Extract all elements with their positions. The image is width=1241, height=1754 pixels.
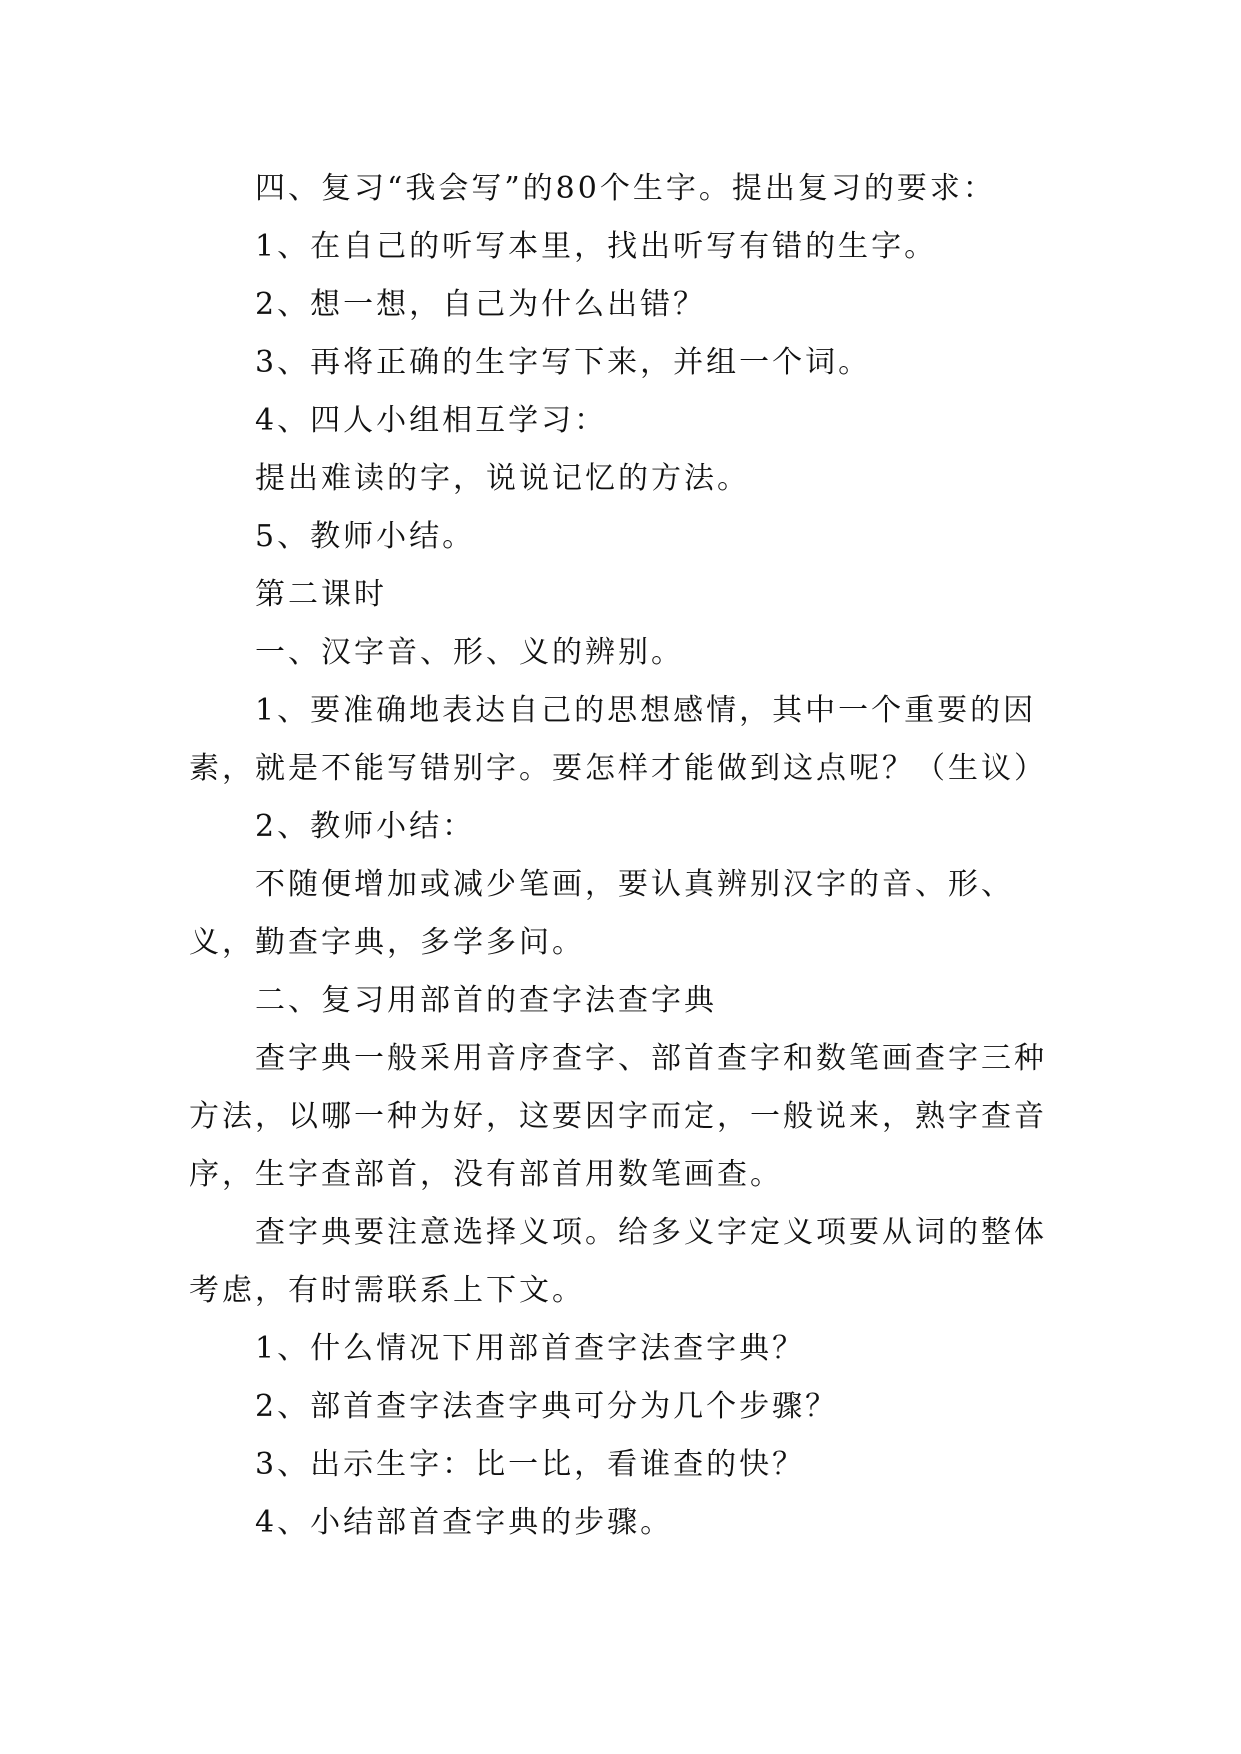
paragraph-review-characters: 四、复习“我会写”的80个生字。提出复习的要求：: [255, 171, 996, 206]
paragraph-step-5: 5、教师小结。: [255, 519, 476, 554]
paragraph-lookup-methods: 查字典一般采用音序查字、部首查字和数笔画查字三种方法，以哪一种为好，这要因字而定，一般说来，熟字查音序，生字查部首，没有部首用数笔画查。: [189, 1041, 1047, 1192]
section-heading-second-lesson: 第二课时: [255, 577, 387, 612]
paragraph-lookup-question-2: 2、部首查字法查字典可分为几个步骤？: [255, 1389, 839, 1424]
paragraph-distinction-2: 2、教师小结：: [255, 809, 476, 844]
paragraph-step-4-detail: 提出难读的字，说说记忆的方法。: [255, 461, 750, 496]
section-heading-character-distinction: 一、汉字音、形、义的辨别。: [255, 635, 684, 670]
paragraph-lookup-question-4: 4、小结部首查字典的步骤。: [255, 1505, 674, 1540]
paragraph-lookup-meaning: 查字典要注意选择义项。给多义字定义项要从词的整体考虑，有时需联系上下文。: [189, 1215, 1047, 1308]
paragraph-lookup-question-3: 3、出示生字：比一比，看谁查的快？: [255, 1447, 806, 1482]
paragraph-distinction-summary: 不随便增加或减少笔画，要认真辨别汉字的音、形、义，勤查字典，多学多问。: [189, 867, 1014, 960]
paragraph-step-2: 2、想一想，自己为什么出错？: [255, 287, 707, 322]
paragraph-lookup-question-1: 1、什么情况下用部首查字法查字典？: [255, 1331, 806, 1366]
document-body: [189, 160, 1069, 1552]
section-heading-radical-lookup: 二、复习用部首的查字法查字典: [255, 983, 717, 1018]
paragraph-step-3: 3、再将正确的生字写下来，并组一个词。: [255, 345, 872, 380]
paragraph-step-1: 1、在自己的听写本里，找出听写有错的生字。: [255, 229, 938, 264]
paragraph-distinction-1: 1、要准确地表达自己的思想感情，其中一个重要的因素，就是不能写错别字。要怎样才能做到这点呢？（生议）: [189, 693, 1047, 786]
paragraph-step-4: 4、四人小组相互学习：: [255, 403, 608, 438]
